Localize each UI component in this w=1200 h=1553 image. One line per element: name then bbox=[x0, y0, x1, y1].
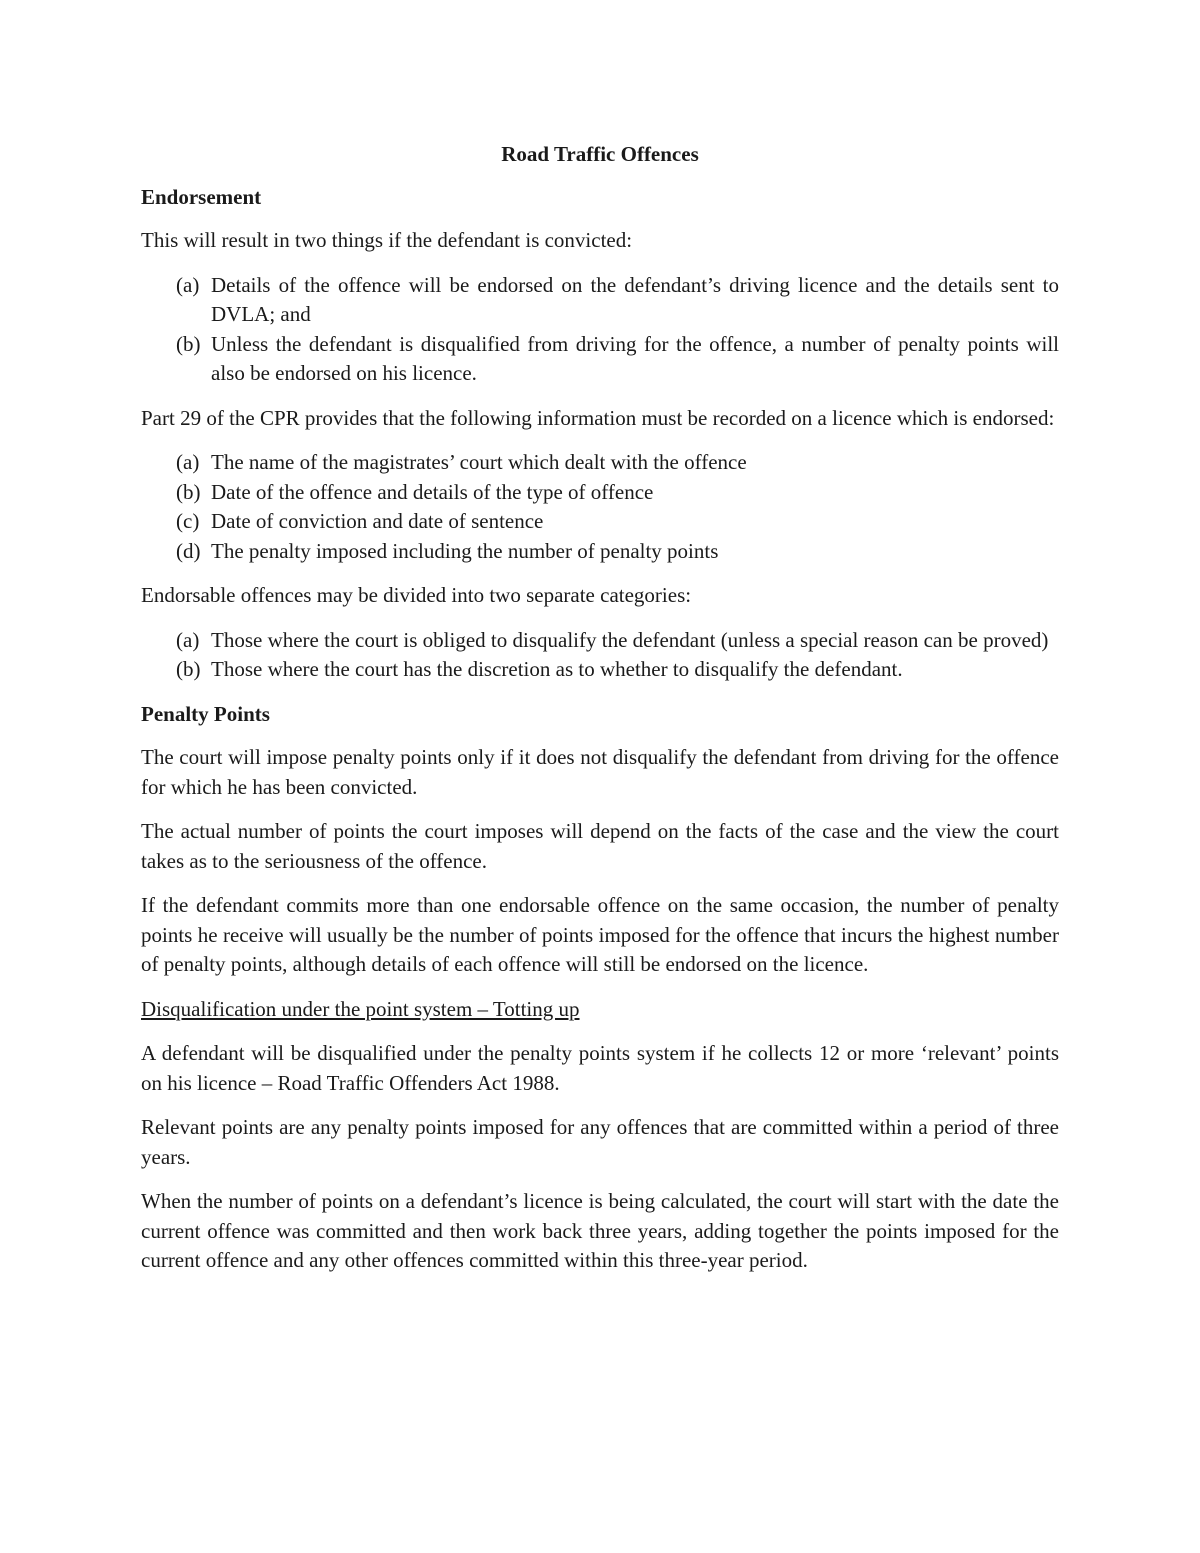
list-item-text: Those where the court has the discretion as to whether to disqualify the defendant. bbox=[211, 657, 903, 681]
paragraph: The actual number of points the court imposes will depend on the facts of the case and the view the court takes as to the seriousness of the offence. bbox=[141, 819, 1059, 873]
list-item bbox=[141, 507, 1059, 537]
list-marker: (d) bbox=[176, 538, 201, 563]
list-item-text: Those where the court is obliged to disqualify the defendant (unless a special reason can be proved) bbox=[211, 627, 1049, 652]
endorsement-intro: This will result in two things if the defendant is convicted: bbox=[141, 228, 633, 252]
list-item-text: The name of the magistrates’ court which dealt with the offence bbox=[211, 450, 747, 474]
list-item bbox=[141, 448, 1059, 478]
document-title: Road Traffic Offences bbox=[501, 142, 699, 166]
list-item bbox=[141, 478, 1059, 508]
list-item bbox=[141, 655, 1059, 685]
paragraph: If the defendant commits more than one endorsable offence on the same occasion, the number of penalty points he receive will usually be the number of points imposed for the offence that incurs the highest number of penalty points, although details of each offence will still be endorsed on the licence. bbox=[141, 893, 1059, 976]
endorsement-results-list bbox=[141, 271, 1059, 389]
paragraph: Relevant points are any penalty points imposed for any offences that are committed within a period of three years. bbox=[141, 1115, 1059, 1169]
list-item-text: Details of the offence will be endorsed on the defendant’s driving licence and the details sent to DVLA; and bbox=[211, 272, 1059, 326]
list-marker: (c) bbox=[176, 509, 200, 533]
cpr-intro: Part 29 of the CPR provides that the following information must be recorded on a licence which is endorsed: bbox=[141, 405, 1055, 430]
list-marker: (b) bbox=[176, 331, 201, 356]
document-page bbox=[141, 140, 1059, 1291]
list-marker: (a) bbox=[176, 272, 200, 297]
section-heading-penalty-points: Penalty Points bbox=[141, 701, 270, 726]
list-marker: (a) bbox=[176, 450, 200, 474]
list-item-text: Date of the offence and details of the type of offence bbox=[211, 479, 654, 504]
list-item-text: Date of conviction and date of sentence bbox=[211, 509, 544, 533]
list-item bbox=[141, 626, 1059, 656]
section-heading-endorsement: Endorsement bbox=[141, 184, 262, 209]
list-item bbox=[141, 330, 1059, 389]
list-marker: (b) bbox=[176, 479, 201, 504]
list-item-text: Unless the defendant is disqualified from driving for the offence, a number of penalty points will also be endorsed on his licence. bbox=[211, 331, 1059, 385]
list-marker: (a) bbox=[176, 627, 200, 652]
list-item bbox=[141, 537, 1059, 567]
categories-list bbox=[141, 626, 1059, 685]
paragraph: A defendant will be disqualified under the penalty points system if he collects 12 or more ‘relevant’ points on his licence – Road Traffic Offenders Act 1988. bbox=[141, 1041, 1059, 1095]
subheading-totting-up: Disqualification under the point system – Totting up bbox=[141, 996, 580, 1021]
list-item-text: The penalty imposed including the number of penalty points bbox=[211, 538, 719, 563]
list-item bbox=[141, 271, 1059, 330]
categories-intro: Endorsable offences may be divided into two separate categories: bbox=[141, 583, 692, 607]
list-marker: (b) bbox=[176, 657, 201, 681]
paragraph: The court will impose penalty points only if it does not disqualify the defendant from driving for the offence for which he has been convicted. bbox=[141, 745, 1059, 799]
cpr-items-list bbox=[141, 448, 1059, 566]
paragraph: When the number of points on a defendant’s licence is being calculated, the court will start with the date the current offence was committed and then work back three years, adding together the points imposed for the current offence and any other offences committed within this three-year period. bbox=[141, 1189, 1059, 1272]
